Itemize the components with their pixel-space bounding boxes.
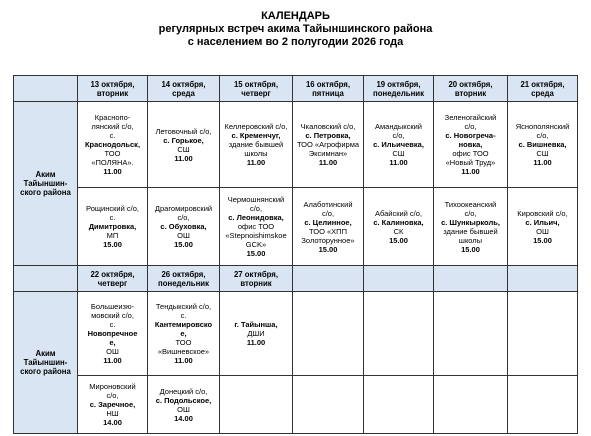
side-label-line: Аким xyxy=(35,170,56,179)
meeting-line: «Stepnoishimskoe xyxy=(225,231,287,240)
meeting-line: с. xyxy=(109,213,116,222)
meeting-line: школы xyxy=(458,235,483,245)
date-header xyxy=(148,266,220,292)
akim-side-label xyxy=(14,292,78,434)
meeting-line: Яснополянский xyxy=(515,122,570,131)
meeting-line: 15.00 xyxy=(103,240,122,249)
date-header xyxy=(508,76,578,102)
side-label-line: Аким xyxy=(35,349,56,358)
meeting-line: ТОО xyxy=(175,338,192,347)
meeting-line: с. xyxy=(109,320,116,329)
meeting-line: мовский с/о, xyxy=(91,311,134,320)
meeting-line: с. Кременчуг, xyxy=(231,131,281,140)
meeting-line: с/о, xyxy=(464,208,477,218)
meeting-line: с. Обуховка, xyxy=(160,222,207,231)
meeting-line: офис ТОО xyxy=(237,222,275,231)
meeting-line: с. xyxy=(109,131,116,140)
meeting-cell xyxy=(148,102,220,188)
meeting-line: Эксимнан» xyxy=(308,149,348,158)
meeting-line: Драгомировский xyxy=(154,204,213,213)
corner-cell xyxy=(14,76,78,102)
meeting-line: Тендыкский с/о, xyxy=(155,302,212,311)
meeting-cell xyxy=(78,376,148,434)
meeting-cell xyxy=(364,102,434,188)
date-header-line: 13 октября, xyxy=(90,79,135,89)
meeting-line: 11.00 xyxy=(533,158,552,167)
meeting-line: ОШ xyxy=(106,347,119,356)
meeting-line: ОШ xyxy=(177,404,190,414)
akim-side-label xyxy=(14,102,78,266)
date-header xyxy=(364,266,434,292)
meeting-line: ТОО xyxy=(104,149,121,158)
title-line-3: с населением во 2 полугодии 2026 года xyxy=(187,36,404,48)
meeting-line: лянский с/о, xyxy=(91,122,134,131)
date-header xyxy=(293,76,364,102)
meeting-cell xyxy=(434,188,508,266)
meeting-line: с/о, xyxy=(249,204,263,213)
meeting-line: 11.00 xyxy=(174,153,193,163)
date-header-line: вторник xyxy=(96,88,129,98)
meeting-line: 11.00 xyxy=(246,338,266,347)
meeting-line: офис ТОО xyxy=(452,149,489,158)
meeting-line: с. Леонидовка, xyxy=(228,213,284,222)
meeting-line: с. Горькое, xyxy=(163,135,204,145)
date-header-line: четверг xyxy=(97,278,128,288)
meeting-line: 11.00 xyxy=(389,158,408,167)
meeting-cell xyxy=(293,188,364,266)
meeting-cell xyxy=(220,188,293,266)
meeting-line: с. Заречное, xyxy=(89,400,136,409)
meeting-line: СК xyxy=(393,226,404,236)
meeting-line: Амандыкский xyxy=(374,122,422,131)
meeting-line: 11.00 xyxy=(246,158,266,167)
date-header xyxy=(78,266,148,292)
meeting-line: с. Новогреча- xyxy=(445,131,496,140)
side-label-line: ского района xyxy=(20,188,71,197)
meeting-line: ОШ xyxy=(177,231,190,240)
meeting-line: 15.00 xyxy=(246,249,266,258)
date-header xyxy=(364,76,434,102)
meeting-line: 11.00 xyxy=(318,158,338,167)
date-header xyxy=(78,76,148,102)
meeting-line: СШ xyxy=(536,149,549,158)
meeting-line: здание бывшей xyxy=(228,140,284,149)
date-header-line: четверг xyxy=(241,88,271,98)
date-header-line: 16 октября, xyxy=(305,79,351,89)
empty-cell xyxy=(434,292,508,376)
meeting-line: с/о, xyxy=(321,208,335,218)
meeting-cell xyxy=(148,292,220,376)
date-header-line: 19 октября, xyxy=(376,79,421,89)
meeting-line: Алаботинский xyxy=(303,199,353,209)
meeting-line: с. Подольское, xyxy=(155,395,212,405)
meeting-line: Тихоокеанский xyxy=(444,199,497,209)
meeting-line: 14.00 xyxy=(174,413,193,423)
meeting-line: Донецкий с/о, xyxy=(159,386,208,396)
meeting-line: ТОО «Агрофирма xyxy=(296,140,360,149)
date-header-line: 22 октября, xyxy=(90,269,135,279)
meeting-line: 11.00 xyxy=(103,167,122,176)
meeting-line: с/о, xyxy=(464,122,477,131)
meeting-line: Летовочный с/о, xyxy=(155,126,212,136)
meeting-line: «Новый Труд» xyxy=(445,158,496,167)
date-header xyxy=(220,76,293,102)
meeting-line: с/о, xyxy=(177,213,190,222)
date-header-line: вторник xyxy=(454,88,487,98)
meeting-line: Чкаловский с/о, xyxy=(300,122,356,131)
date-header-line: понедельник xyxy=(373,88,424,98)
meeting-line: школы xyxy=(244,149,268,158)
meeting-line: Кировский с/о, xyxy=(517,208,568,218)
meeting-calendar-table xyxy=(13,75,578,434)
meeting-line: 15.00 xyxy=(533,235,552,245)
date-header xyxy=(508,266,578,292)
meeting-line: СШ xyxy=(177,144,190,154)
meeting-line: 15.00 xyxy=(318,244,338,254)
date-header xyxy=(220,266,293,292)
meeting-line: с. Калиновка, xyxy=(373,217,424,227)
meeting-line: 14.00 xyxy=(103,418,122,427)
meeting-line: с. xyxy=(180,311,187,320)
document-title xyxy=(0,10,591,49)
meeting-line: е, xyxy=(180,329,187,338)
meeting-line: Краснопо- xyxy=(94,113,131,122)
meeting-line: GCK» xyxy=(245,240,267,249)
date-header xyxy=(434,266,508,292)
meeting-line: с. Вишневка, xyxy=(518,140,567,149)
title-line-2: регулярных встреч акима Тайыншинского района xyxy=(158,23,433,35)
meeting-line: Келлеровский с/о, xyxy=(224,122,288,131)
corner-cell xyxy=(14,266,78,292)
meeting-cell xyxy=(148,376,220,434)
meeting-line: г. Тайынша, xyxy=(234,320,278,329)
meeting-line: МП xyxy=(106,231,119,240)
meeting-line: Мироновский xyxy=(89,382,136,391)
meeting-cell xyxy=(508,188,578,266)
meeting-line: ТОО «ХПП xyxy=(309,226,347,236)
meeting-line: 11.00 xyxy=(461,167,480,176)
date-header-line: 26 октября, xyxy=(161,269,206,279)
meeting-cell xyxy=(220,292,293,376)
meeting-line: 15.00 xyxy=(174,240,193,249)
meeting-line: Новопречное xyxy=(87,329,138,338)
meeting-line: Димитровка, xyxy=(88,222,137,231)
meeting-line: Кантемировско xyxy=(154,320,213,329)
meeting-line: Золоторунное» xyxy=(301,235,355,245)
date-header xyxy=(148,76,220,102)
meeting-line: новка, xyxy=(458,140,483,149)
date-header-line: пятница xyxy=(312,88,344,98)
meeting-line: с. Шункырколь, xyxy=(441,217,500,227)
meeting-line: 11.00 xyxy=(103,356,122,365)
meeting-line: здание бывшей xyxy=(443,226,498,236)
empty-cell xyxy=(434,376,508,434)
meeting-line: с/о, xyxy=(392,131,405,140)
date-header-line: понедельник xyxy=(158,278,209,288)
meeting-line: Зеленогайский xyxy=(444,113,497,122)
date-header-line: среда xyxy=(172,88,195,98)
meeting-line: е, xyxy=(109,338,116,347)
meeting-line: «ПОЛЯНА». xyxy=(91,158,134,167)
meeting-line: с. Ильичевка, xyxy=(373,140,424,149)
date-header-line: 15 октября, xyxy=(233,79,279,89)
meeting-line: «Вишневское» xyxy=(157,347,210,356)
empty-cell xyxy=(508,292,578,376)
meeting-cell xyxy=(78,102,148,188)
meeting-line: 11.00 xyxy=(174,356,193,365)
title-line-1: КАЛЕНДАРЬ xyxy=(261,10,330,22)
meeting-line: с. Целинное, xyxy=(304,217,352,227)
meeting-line: 15.00 xyxy=(389,235,408,245)
meeting-cell xyxy=(364,188,434,266)
meeting-line: с/о, xyxy=(536,131,549,140)
meeting-line: с. Петровка, xyxy=(305,131,351,140)
meeting-line: НШ xyxy=(106,409,119,418)
meeting-line: с/о, xyxy=(106,391,119,400)
empty-cell xyxy=(293,292,364,376)
side-label-line: Тайыншин- xyxy=(23,358,68,367)
meeting-line: Рощинский с/о, xyxy=(86,204,139,213)
meeting-cell xyxy=(293,102,364,188)
date-header-line: 21 октября, xyxy=(520,79,565,89)
meeting-line: СШ xyxy=(392,149,405,158)
meeting-line: Абайский с/о, xyxy=(374,208,423,218)
date-header xyxy=(434,76,508,102)
meeting-cell xyxy=(78,292,148,376)
meeting-line: Большеизю- xyxy=(90,302,135,311)
date-header-line: среда xyxy=(531,88,554,98)
meeting-cell xyxy=(78,188,148,266)
side-label-line: ского района xyxy=(20,367,71,376)
date-header xyxy=(293,266,364,292)
meeting-cell xyxy=(508,102,578,188)
empty-cell xyxy=(293,376,364,434)
meeting-line: с. Ильич, xyxy=(525,217,560,227)
side-label-line: Тайыншин- xyxy=(23,179,68,188)
meeting-line: Краснодольск, xyxy=(84,140,141,149)
meeting-line: ОШ xyxy=(536,226,549,236)
date-header-line: 14 октября, xyxy=(161,79,206,89)
date-header-line: вторник xyxy=(240,278,272,288)
meeting-line: Чермошнянский xyxy=(227,195,285,204)
meeting-line: 15.00 xyxy=(461,244,480,254)
meeting-cell xyxy=(148,188,220,266)
meeting-line: ДШИ xyxy=(247,329,265,338)
meeting-cell xyxy=(220,102,293,188)
empty-cell xyxy=(220,376,293,434)
meeting-cell xyxy=(434,102,508,188)
date-header-line: 20 октября, xyxy=(448,79,493,89)
date-header-line: 27 октября, xyxy=(233,269,279,279)
empty-cell xyxy=(364,376,434,434)
empty-cell xyxy=(364,292,434,376)
empty-cell xyxy=(508,376,578,434)
